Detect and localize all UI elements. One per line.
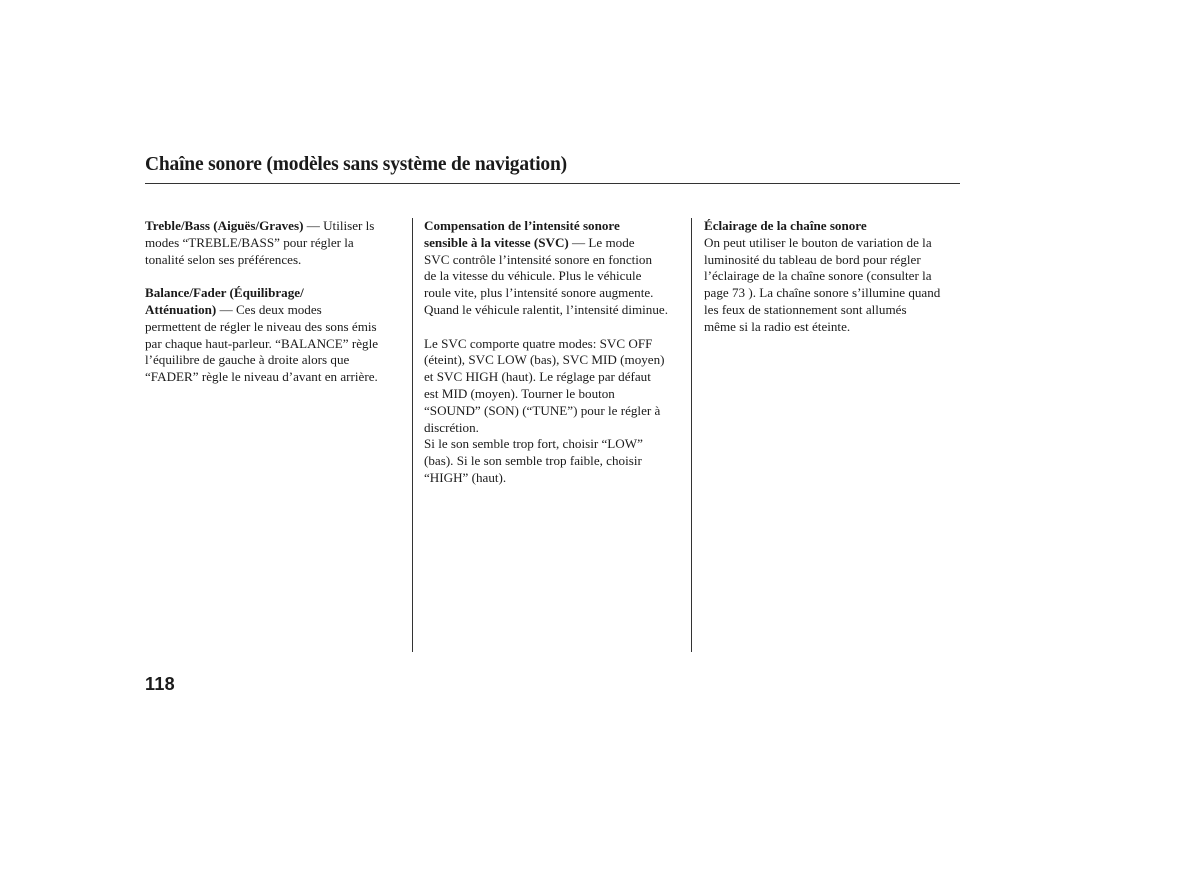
text-line [145, 252, 407, 269]
text-line [704, 268, 960, 285]
body-text: (éteint), SVC LOW (bas), SVC MID (moyen) [424, 352, 665, 368]
text-line [145, 285, 407, 302]
body-text: permettent de régler le niveau des sons émis [145, 318, 377, 334]
text-line [424, 252, 686, 269]
body-text: Quand le véhicule ralentit, l’intensité diminue. [424, 301, 668, 317]
body-text: l’éclairage de la chaîne sonore (consulter la [704, 268, 932, 284]
column-left [145, 218, 407, 386]
paragraph [145, 285, 407, 386]
body-text: l’équilibre de gauche à droite alors que [145, 352, 350, 368]
section-heading: Éclairage de la chaîne sonore [704, 218, 867, 233]
section-heading: Atténuation) [145, 301, 217, 317]
text-line [145, 336, 407, 353]
section-heading: Compensation de l’intensité sonore [424, 218, 620, 233]
body-text: et SVC HIGH (haut). Le réglage par défaut [424, 369, 651, 385]
text-line [424, 302, 686, 319]
body-text: les feux de stationnement sont allumés [704, 301, 907, 317]
body-text: même si la radio est éteinte. [704, 318, 851, 334]
body-text: tonalité selon ses préférences. [145, 251, 302, 267]
body-text: page 73 ). La chaîne sonore s’illumine quand [704, 285, 941, 301]
paragraph [145, 218, 407, 268]
body-text: SVC contrôle l’intensité sonore en fonction [424, 251, 653, 267]
page-title: Chaîne sonore (modèles sans système de navigation) [145, 154, 567, 175]
body-text: Si le son semble trop fort, choisir “LOW” [424, 436, 643, 452]
paragraph [704, 218, 960, 336]
body-text: “HIGH” (haut). [424, 469, 507, 485]
body-text: — Utiliser ls [303, 218, 375, 233]
body-text: luminosité du tableau de bord pour régler [704, 251, 921, 267]
text-line [145, 352, 407, 369]
text-line [145, 319, 407, 336]
text-line [424, 420, 686, 437]
text-line [424, 268, 686, 285]
body-text: par chaque haut-parleur. “BALANCE” règle [145, 335, 379, 351]
text-line [424, 453, 686, 470]
body-text: — Ces deux modes [216, 301, 322, 317]
paragraph [424, 336, 686, 437]
body-text: “SOUND” (SON) (“TUNE”) pour le régler à [424, 402, 661, 418]
body-text: “FADER” règle le niveau d’avant en arrière. [145, 369, 378, 385]
body-text: On peut utiliser le bouton de variation de la [704, 234, 932, 250]
section-heading: Treble/Bass (Aiguës/Graves) [145, 218, 304, 233]
text-line [704, 218, 960, 235]
body-text: roule vite, plus l’intensité sonore augmente. [424, 285, 654, 301]
body-text: — Le mode [568, 234, 635, 250]
text-line [145, 235, 407, 252]
body-text: de la vitesse du véhicule. Plus le véhicule [424, 268, 642, 284]
body-text: discrétion. [424, 419, 479, 435]
title-divider [145, 183, 960, 184]
text-line [704, 302, 960, 319]
text-line [145, 302, 407, 319]
text-line [424, 352, 686, 369]
text-line [424, 470, 686, 487]
section-heading: Balance/Fader (Équilibrage/ [145, 285, 304, 301]
text-line [424, 436, 686, 453]
text-line [704, 319, 960, 336]
paragraph [424, 436, 686, 486]
text-line [424, 403, 686, 420]
page-number: 118 [145, 674, 175, 694]
text-line [424, 336, 686, 353]
text-line [145, 218, 407, 235]
body-text: est MID (moyen). Tourner le bouton [424, 385, 615, 401]
text-line [424, 218, 686, 235]
text-line [424, 386, 686, 403]
text-line [145, 369, 407, 386]
column-right [704, 218, 960, 336]
body-text: modes “TREBLE/BASS” pour régler la [145, 234, 354, 250]
text-line [704, 235, 960, 252]
body-text: Le SVC comporte quatre modes: SVC OFF [424, 335, 653, 351]
body-text: (bas). Si le son semble trop faible, choisir [424, 453, 642, 469]
paragraph [424, 218, 686, 319]
text-line [704, 285, 960, 302]
text-line [424, 369, 686, 386]
column-divider-left [412, 218, 413, 652]
text-line [424, 285, 686, 302]
section-heading: sensible à la vitesse (SVC) [424, 234, 569, 250]
text-line [424, 235, 686, 252]
text-line [704, 252, 960, 269]
column-middle [424, 218, 686, 487]
column-divider-right [691, 218, 692, 652]
